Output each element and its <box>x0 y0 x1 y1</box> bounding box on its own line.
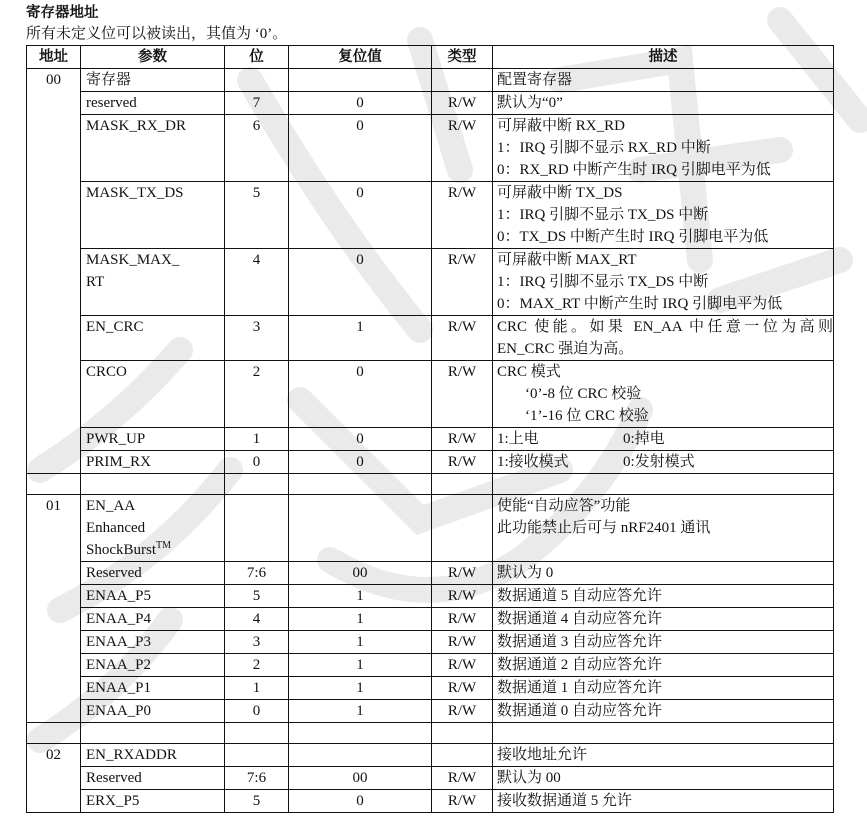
description-cell: 默认为“0” <box>493 92 834 115</box>
type-cell: R/W <box>432 790 493 813</box>
reset-value-cell: 0 <box>289 790 432 813</box>
description-line: 此功能禁止后可与 nRF2401 通讯 <box>497 520 711 536</box>
table-row <box>27 790 834 813</box>
type-cell: R/W <box>432 767 493 790</box>
description-line: 可屏蔽中断 MAX_RT <box>497 252 637 268</box>
register-address: 00 <box>27 69 81 474</box>
register-name: 寄存器 <box>81 69 225 92</box>
type-cell: R/W <box>432 428 493 451</box>
column-header-address: 地址 <box>27 46 81 69</box>
table-row <box>27 361 834 428</box>
reset-value-cell: 0 <box>289 428 432 451</box>
param-name: EN_CRC <box>81 316 225 361</box>
param-name: ERX_P5 <box>81 790 225 813</box>
reset-value-cell: 1 <box>289 700 432 723</box>
param-name <box>81 249 225 316</box>
reset-value-cell: 0 <box>289 182 432 249</box>
bit-cell: 0 <box>225 700 289 723</box>
table-row <box>27 182 834 249</box>
reset-value-cell: 0 <box>289 115 432 182</box>
table-header-row <box>27 46 834 69</box>
type-cell: R/W <box>432 654 493 677</box>
type-cell: R/W <box>432 677 493 700</box>
type-cell: R/W <box>432 562 493 585</box>
type-cell: R/W <box>432 92 493 115</box>
type-cell: R/W <box>432 451 493 474</box>
description-line: 0：TX_DS 中断产生时 IRQ 引脚电平为低 <box>497 229 769 245</box>
register-name-line <box>86 539 224 561</box>
register-name-line: EN_AA <box>86 498 136 514</box>
description-line: 1：IRQ 引脚不显示 RX_RD 中断 <box>497 140 711 156</box>
description-cell: 默认为 00 <box>493 767 834 790</box>
bit-cell: 7 <box>225 92 289 115</box>
bit-cell: 5 <box>225 182 289 249</box>
reset-value-cell: 1 <box>289 585 432 608</box>
table-row <box>27 428 834 451</box>
reset-value-cell: 00 <box>289 767 432 790</box>
description-line: CRC 模式 <box>497 364 561 380</box>
table-row <box>27 677 834 700</box>
description-cell: 数据通道 5 自动应答允许 <box>493 585 834 608</box>
bit-cell: 5 <box>225 585 289 608</box>
register-name-text: ShockBurst <box>86 542 157 558</box>
table-row <box>27 115 834 182</box>
description-line: ‘1’-16 位 CRC 校验 <box>525 408 649 424</box>
type-cell: R/W <box>432 182 493 249</box>
param-name: ENAA_P4 <box>81 608 225 631</box>
type-cell: R/W <box>432 115 493 182</box>
table-row <box>27 69 834 92</box>
bit-cell: 3 <box>225 316 289 361</box>
register-table <box>26 45 834 813</box>
table-row <box>27 585 834 608</box>
param-name: PWR_UP <box>81 428 225 451</box>
register-name-line: Enhanced <box>86 520 146 536</box>
register-description <box>493 495 834 562</box>
reset-value-cell: 0 <box>289 249 432 316</box>
description-line: 可屏蔽中断 RX_RD <box>497 118 625 134</box>
table-row <box>27 608 834 631</box>
reset-value-cell: 1 <box>289 316 432 361</box>
spacer-row <box>27 474 834 495</box>
reset-value-cell: 1 <box>289 608 432 631</box>
table-row <box>27 316 834 361</box>
description-line: 1：IRQ 引脚不显示 TX_DS 中断 <box>497 274 709 290</box>
param-name-line: RT <box>86 274 105 290</box>
trademark-mark: TM <box>156 540 172 551</box>
type-cell: R/W <box>432 608 493 631</box>
column-header-bit: 位 <box>225 46 289 69</box>
type-cell: R/W <box>432 631 493 654</box>
type-cell: R/W <box>432 361 493 428</box>
column-header-description: 描述 <box>493 46 834 69</box>
param-name: CRCO <box>81 361 225 428</box>
description-cell: CRC 使能。如果 EN_AA 中任意一位为高则 EN_CRC 强迫为高。 <box>493 316 834 361</box>
bit-cell: 7:6 <box>225 767 289 790</box>
description-cell: 数据通道 2 自动应答允许 <box>493 654 834 677</box>
description-line: 可屏蔽中断 TX_DS <box>497 185 623 201</box>
description-cell: 数据通道 3 自动应答允许 <box>493 631 834 654</box>
param-name: ENAA_P5 <box>81 585 225 608</box>
type-cell: R/W <box>432 700 493 723</box>
description-part: 1:接收模式 <box>497 454 569 470</box>
param-name: ENAA_P1 <box>81 677 225 700</box>
column-header-type: 类型 <box>432 46 493 69</box>
description-cell <box>493 182 834 249</box>
param-name: ENAA_P3 <box>81 631 225 654</box>
bit-cell: 7:6 <box>225 562 289 585</box>
register-description: 配置寄存器 <box>493 69 834 92</box>
description-cell: 默认为 0 <box>493 562 834 585</box>
register-address: 01 <box>27 495 81 723</box>
register-name: EN_RXADDR <box>81 744 225 767</box>
param-name-line: MASK_MAX_ <box>86 252 180 268</box>
description-cell: 数据通道 0 自动应答允许 <box>493 700 834 723</box>
table-row <box>27 631 834 654</box>
column-header-parameter: 参数 <box>81 46 225 69</box>
register-description: 接收地址允许 <box>493 744 834 767</box>
param-name: MASK_RX_DR <box>81 115 225 182</box>
reset-value-cell: 1 <box>289 677 432 700</box>
param-name: reserved <box>81 92 225 115</box>
description-cell: 接收数据通道 5 允许 <box>493 790 834 813</box>
bit-cell: 0 <box>225 451 289 474</box>
reset-value-cell: 00 <box>289 562 432 585</box>
column-header-reset-value: 复位值 <box>289 46 432 69</box>
register-name <box>81 495 225 562</box>
param-name: Reserved <box>81 562 225 585</box>
description-cell: 数据通道 1 自动应答允许 <box>493 677 834 700</box>
reset-value-cell: 0 <box>289 92 432 115</box>
description-line: ‘0’-8 位 CRC 校验 <box>525 386 642 402</box>
reset-value-cell: 0 <box>289 451 432 474</box>
table-row <box>27 654 834 677</box>
document <box>26 3 866 813</box>
type-cell: R/W <box>432 316 493 361</box>
table-row <box>27 495 834 562</box>
section-note: 所有未定义位可以被读出，其值为 ‘0’。 <box>26 26 288 42</box>
bit-cell: 2 <box>225 654 289 677</box>
type-cell: R/W <box>432 249 493 316</box>
bit-cell: 2 <box>225 361 289 428</box>
description-cell <box>493 451 834 474</box>
reset-value-cell: 1 <box>289 654 432 677</box>
bit-cell: 1 <box>225 677 289 700</box>
description-part: 1:上电 <box>497 431 539 447</box>
bit-cell: 3 <box>225 631 289 654</box>
description-cell <box>493 115 834 182</box>
description-part: 0:发射模式 <box>623 454 695 470</box>
bit-cell: 5 <box>225 790 289 813</box>
param-name: MASK_TX_DS <box>81 182 225 249</box>
description-line: 0：RX_RD 中断产生时 IRQ 引脚电平为低 <box>497 162 771 178</box>
param-name: ENAA_P0 <box>81 700 225 723</box>
description-cell <box>493 428 834 451</box>
table-row <box>27 767 834 790</box>
register-address: 02 <box>27 744 81 813</box>
description-cell <box>493 361 834 428</box>
description-cell: 数据通道 4 自动应答允许 <box>493 608 834 631</box>
table-row <box>27 700 834 723</box>
table-row <box>27 451 834 474</box>
spacer-row <box>27 723 834 744</box>
description-line: 0：MAX_RT 中断产生时 IRQ 引脚电平为低 <box>497 296 783 312</box>
type-cell: R/W <box>432 585 493 608</box>
bit-cell: 1 <box>225 428 289 451</box>
bit-cell: 4 <box>225 249 289 316</box>
table-row <box>27 562 834 585</box>
table-row <box>27 744 834 767</box>
description-part: 0:掉电 <box>623 431 665 447</box>
reset-value-cell: 1 <box>289 631 432 654</box>
description-line: 1：IRQ 引脚不显示 TX_DS 中断 <box>497 207 709 223</box>
reset-value-cell: 0 <box>289 361 432 428</box>
param-name: ENAA_P2 <box>81 654 225 677</box>
description-line: 使能“自动应答”功能 <box>497 498 631 514</box>
table-row <box>27 92 834 115</box>
table-row <box>27 249 834 316</box>
description-cell <box>493 249 834 316</box>
param-name: PRIM_RX <box>81 451 225 474</box>
section-heading: 寄存器地址 <box>26 5 99 21</box>
bit-cell: 6 <box>225 115 289 182</box>
bit-cell: 4 <box>225 608 289 631</box>
param-name: Reserved <box>81 767 225 790</box>
